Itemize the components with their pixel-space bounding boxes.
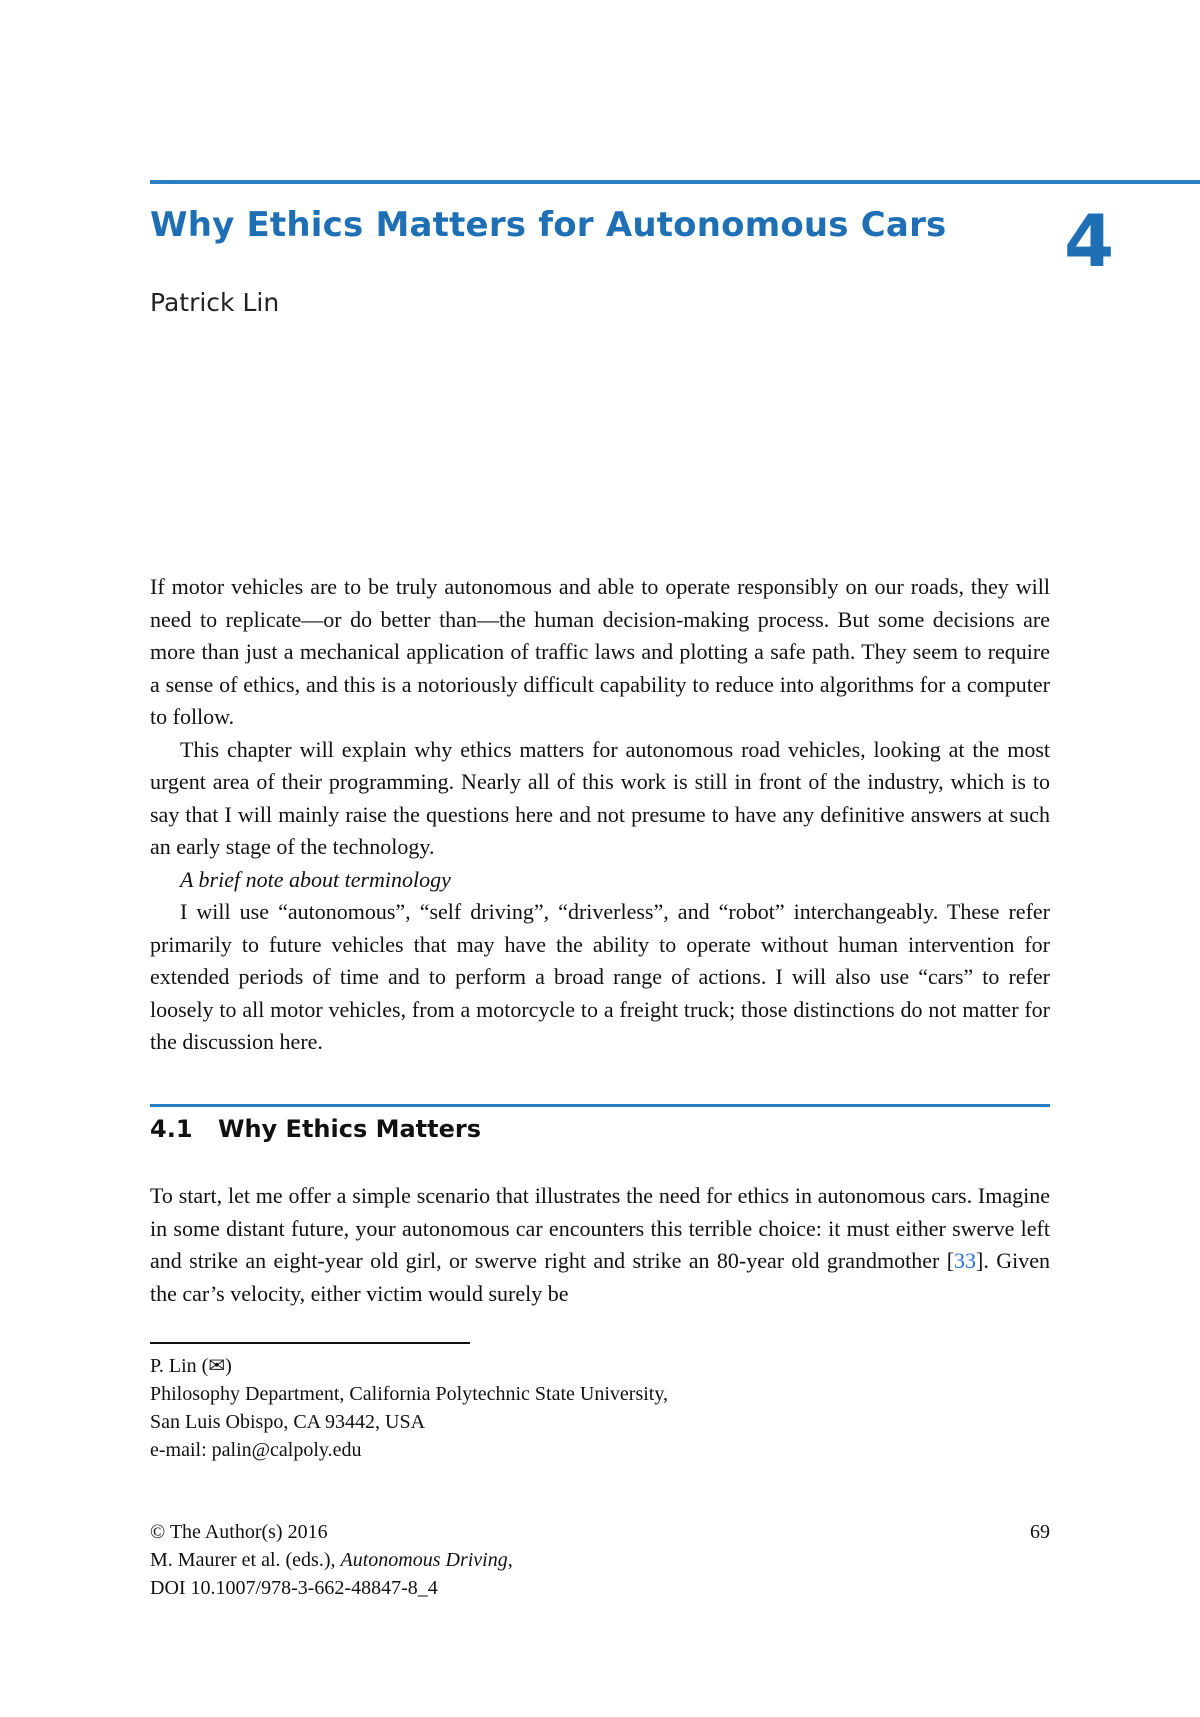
section-rule xyxy=(150,1104,1050,1107)
envelope-icon: ✉ xyxy=(208,1355,226,1377)
affiliation-department: Philosophy Department, California Polytechnic State University, xyxy=(150,1383,669,1405)
abstract-paragraph: This chapter will explain why ethics matters for autonomous road vehicles, looking at the most urgent area of their programming. Nearly all of this work is still in front of the industry, which is to say that I will mainly raise the questions here and not presume to have any definitive answers at such an early stage of the technology. xyxy=(150,736,1050,859)
section-text-continued: ]. Given the car’s velocity, either victim would surely be xyxy=(150,1248,1050,1306)
section-body xyxy=(150,1180,1050,1310)
section-text: To start, let me offer a simple scenario that illustrates the need for ethics in autonomous cars. Imagine in some distant future, your autonomous car encounters this terrible choice: it must either swerve left and strike an eight-year old girl, or swerve right and strike an 80-year old grandmother [ xyxy=(150,1183,1050,1273)
abstract-paragraph: If motor vehicles are to be truly autonomous and able to operate responsibly on our roads, they will need to replicate—or do better than—the human decision-making process. But some decisions are more than just a mechanical application of traffic laws and plotting a safe path. They seem to require a sense of ethics, and this is a notoriously difficult capability to reduce into algorithms for a computer to follow. xyxy=(150,574,1050,729)
page-number: 69 xyxy=(1030,1521,1050,1543)
terminology-note-heading: A brief note about terminology xyxy=(180,866,451,892)
section-heading xyxy=(150,1115,481,1143)
chapter-number: 4 xyxy=(1064,199,1115,283)
chapter-header-rule xyxy=(150,180,1200,184)
section-title: Why Ethics Matters xyxy=(218,1115,482,1143)
affiliation-author-line xyxy=(150,1352,668,1380)
section-paragraph xyxy=(150,1180,1050,1310)
publication-imprint xyxy=(150,1518,513,1602)
affiliation-author-close: ) xyxy=(225,1355,232,1377)
section-number: 4.1 xyxy=(150,1115,193,1143)
editors-line xyxy=(150,1546,513,1574)
affiliation-author-name: P. Lin ( xyxy=(150,1355,209,1377)
book-title: Autonomous Driving xyxy=(340,1549,508,1571)
copyright-line: © The Author(s) 2016 xyxy=(150,1521,328,1543)
footnote-rule xyxy=(150,1342,470,1344)
author-affiliation xyxy=(150,1352,668,1464)
citation-link[interactable]: 33 xyxy=(954,1248,977,1273)
doi-line: DOI 10.1007/978-3-662-48847-8_4 xyxy=(150,1577,438,1599)
affiliation-address: San Luis Obispo, CA 93442, USA xyxy=(150,1411,426,1433)
editors-text: M. Maurer et al. (eds.), xyxy=(150,1549,341,1571)
chapter-author: Patrick Lin xyxy=(150,288,280,317)
affiliation-email[interactable]: e-mail: palin@calpoly.edu xyxy=(150,1439,362,1461)
editors-end: , xyxy=(507,1549,513,1571)
terminology-note-text: I will use “autonomous”, “self driving”, “driverless”, and “robot” interchangeably. These refer primarily to future vehicles that may have the ability to operate without human intervention for extended periods of time and to perform a broad range of actions. I will also use “cars” to refer loosely to all motor vehicles, from a motorcycle to a freight truck; those distinctions do not matter for the discussion here. xyxy=(150,899,1050,1054)
chapter-abstract xyxy=(150,571,1050,1059)
chapter-title: Why Ethics Matters for Autonomous Cars xyxy=(150,205,947,245)
